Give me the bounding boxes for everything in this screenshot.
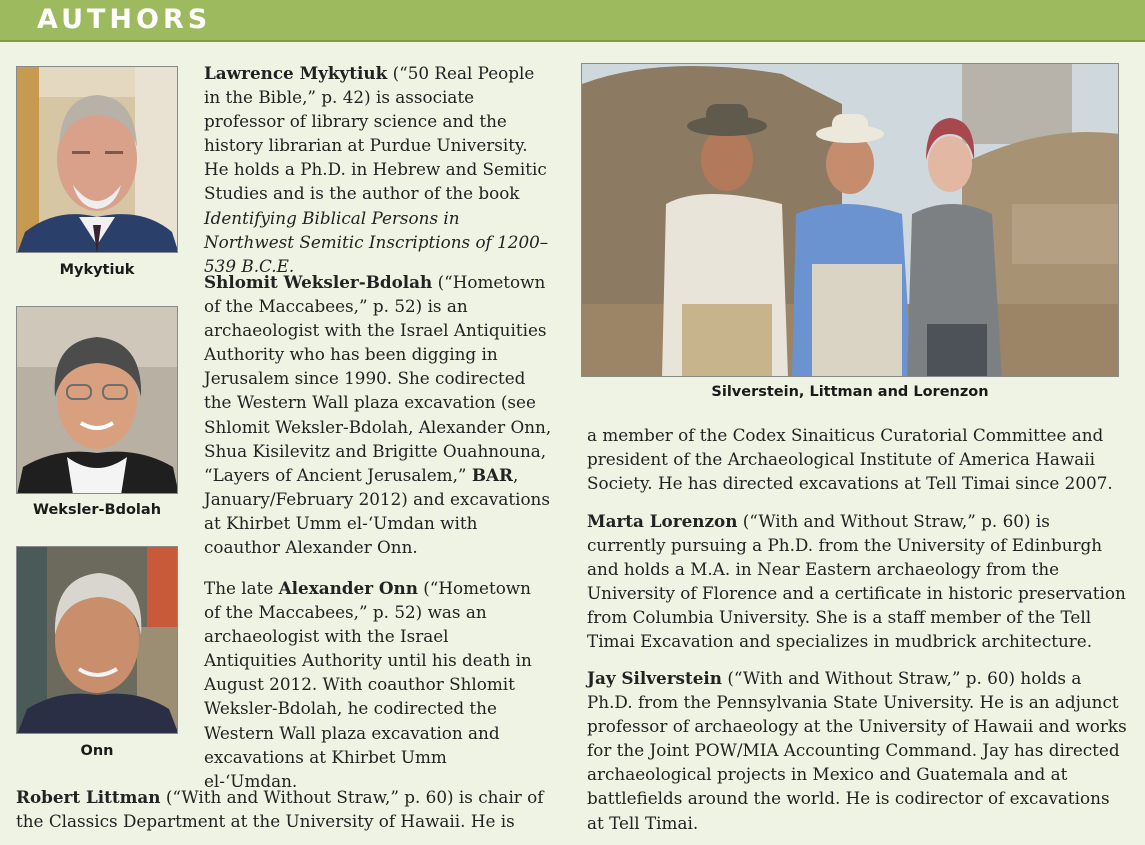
author-name: Alexander Onn	[278, 578, 418, 598]
weksler-photo	[16, 306, 178, 494]
author-name: Marta Lorenzon	[587, 511, 738, 531]
section-title: AUTHORS	[37, 4, 212, 35]
littman-bio: Robert Littman (“With and Without Straw,” p. 60) is chair of the Classics Department at the University of Hawaii. He is	[16, 787, 544, 832]
book-title: Identifying Biblical Persons in Northwest Semitic Inscriptions of 1200–539 B.C.E.	[204, 207, 549, 276]
author-name: Robert Littman	[16, 787, 161, 807]
weksler-bio: Shlomit Weksler-Bdolah (“Hometown of the Maccabees,” p. 52) is an archaeologist with the Israel Antiquities Authority who has been digging in Jerusalem since 1990. She codirected the Western Wall plaza excavation (see Shlomit Weksler-Bdolah, Alexander Onn, Shua Kisilevitz and Brigitte Ouahnouna, “Layers of Ancient Jerusalem,” BAR, January/February 2012) and excavations at Khirbet Umm el-‘Umdan with coauthor Alexander Onn.	[204, 272, 552, 558]
onn-caption: Onn	[80, 743, 114, 759]
silverstein-bio: Jay Silverstein (“With and Without Straw,” p. 60) holds a Ph.D. from the Pennsylvania State University. He is an adjunct professor of archaeology at the University of Hawaii and works for the Joint POW/MIA Accounting Command. Jay has directed archaeological projects in Mexico and Guatemala and at battlefields around the world. He is codirector of excavations at Tell Timai.	[587, 668, 1127, 833]
onn-bio: The late Alexander Onn (“Hometown of the Maccabees,” p. 52) was an archaeologist with the Israel Antiquities Authority until his death in August 2012. With coauthor Shlomit Weksler-Bdolah, he codirected the Western Wall plaza excavation and excavations at Khirbet Umm el-‘Umdan.	[204, 578, 532, 791]
onn-photo	[16, 546, 178, 734]
mykytiuk-photo	[16, 66, 178, 253]
littman-bio-continued: a member of the Codex Sinaiticus Curatorial Committee and president of the Archaeological Institute of America Hawaii Society. He has directed excavations at Tell Timai since 2007.	[587, 425, 1113, 494]
group-caption: Silverstein, Littman and Lorenzon	[711, 384, 989, 400]
mykytiuk-bio: Lawrence Mykytiuk (“50 Real People in the Bible,” p. 42) is associate professor of library science and the history librarian at Purdue University. He holds a Ph.D. in Hebrew and Semitic Studies and is the author of the book Identifying Biblical Persons in Northwest Semitic Inscriptions of 1200–539 B.C.E.	[204, 63, 549, 276]
group-photo	[581, 63, 1119, 377]
journal-abbrev: BAR	[471, 464, 513, 485]
author-name: Lawrence Mykytiuk	[204, 63, 388, 83]
weksler-caption: Weksler-Bdolah	[32, 502, 162, 518]
section-header	[0, 0, 1145, 42]
author-name: Jay Silverstein	[587, 668, 722, 688]
mykytiuk-caption: Mykytiuk	[59, 262, 135, 278]
lorenzon-bio: Marta Lorenzon (“With and Without Straw,” p. 60) is currently pursuing a Ph.D. from the University of Edinburgh and holds a M.A. in Near Eastern archaeology from the University of Florence and a certificate in historic preservation from Columbia University. She is a staff member of the Tell Timai Excavation and specializes in mudbrick architecture.	[587, 511, 1126, 652]
author-name: Shlomit Weksler-Bdolah	[204, 272, 433, 292]
